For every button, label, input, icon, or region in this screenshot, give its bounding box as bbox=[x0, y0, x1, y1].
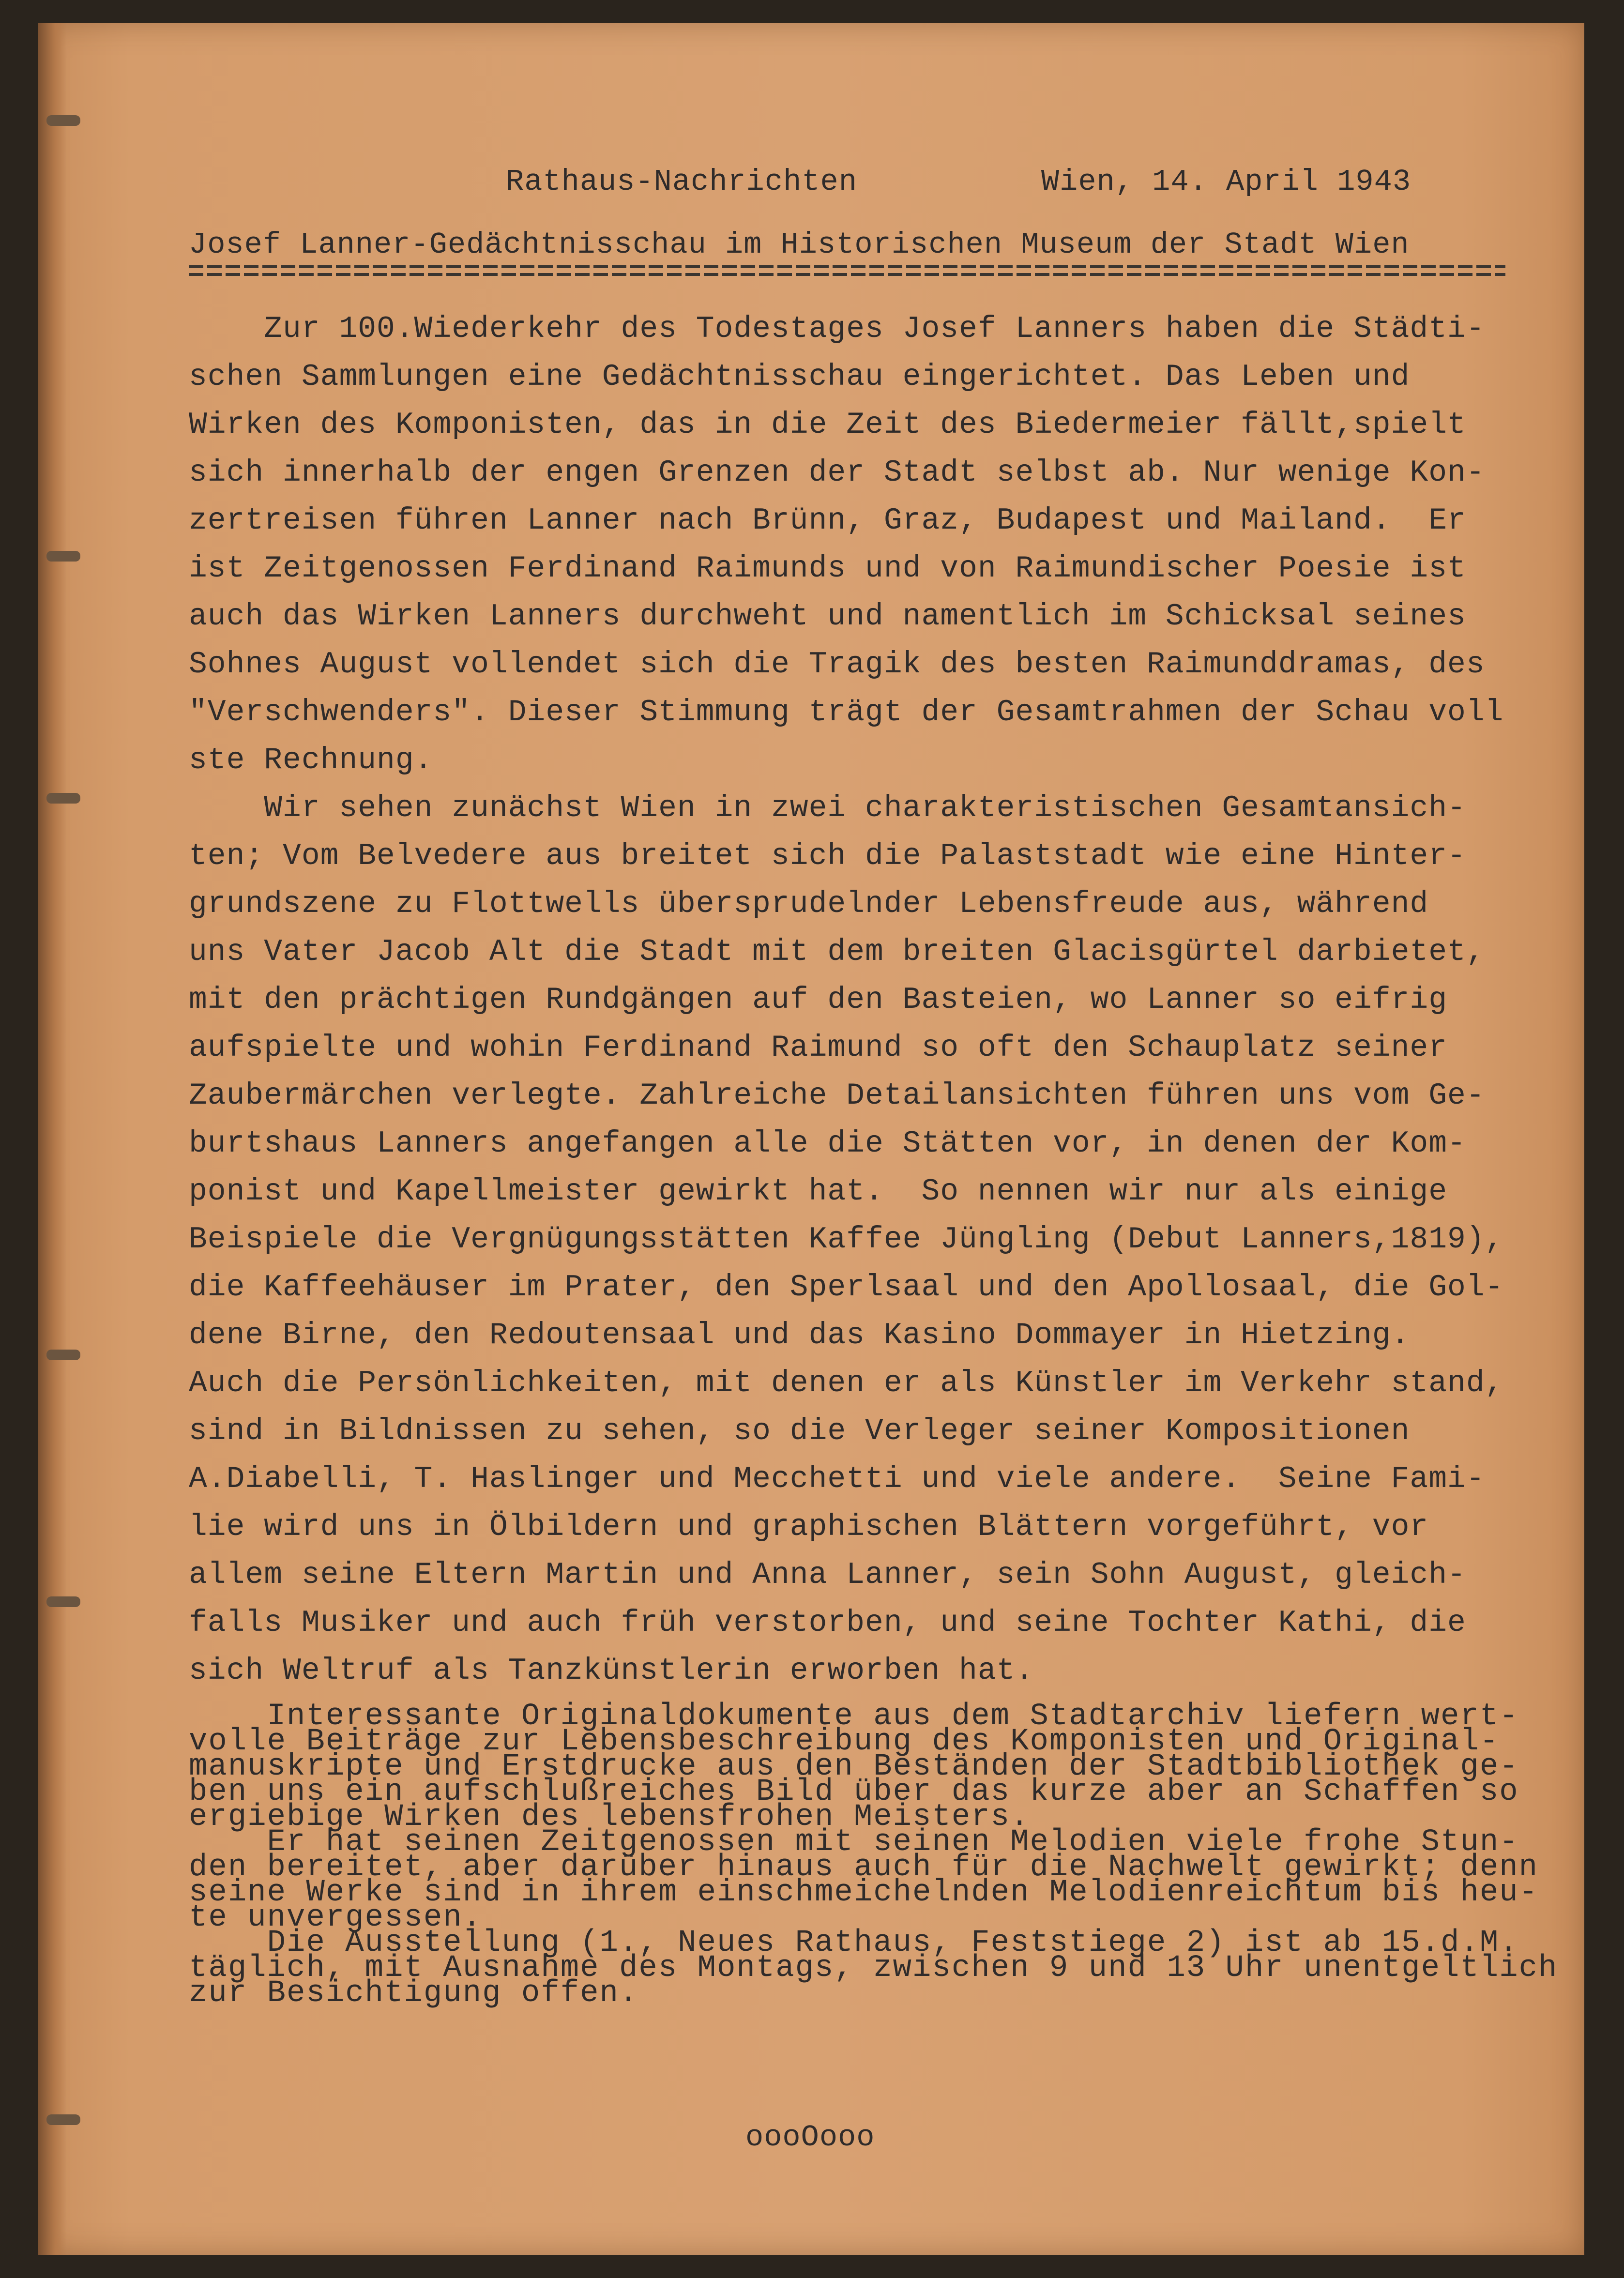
text-line: Wirken des Komponisten, das in die Zeit des Biedermeier fällt,spielt bbox=[189, 408, 1466, 442]
double-underline-rule bbox=[189, 265, 1505, 285]
text-line: Auch die Persönlichkeiten, mit denen er als Künstler im Verkehr stand, bbox=[189, 1366, 1504, 1400]
text-line: allem seine Eltern Martin und Anna Lanner, sein Sohn August, gleich- bbox=[189, 1558, 1466, 1592]
text-line: A.Diabelli, T. Haslinger und Mecchetti und viele andere. Seine Fami- bbox=[189, 1462, 1485, 1496]
text-line: ist Zeitgenossen Ferdinand Raimunds und von Raimundischer Poesie ist bbox=[189, 551, 1466, 586]
text-line: täglich, mit Ausnahme des Montags, zwischen 9 und 13 Uhr unentgeltlich bbox=[189, 1951, 1558, 1986]
text-line: Wir sehen zunächst Wien in zwei charakteristischen Gesamtansich- bbox=[189, 791, 1466, 825]
text-line: zertreisen führen Lanner nach Brünn, Graz, Budapest und Mailand. Er bbox=[189, 503, 1466, 538]
text-line: ponist und Kapellmeister gewirkt hat. So nennen wir nur als einige bbox=[189, 1174, 1448, 1209]
text-line: Sohnes August vollendet sich die Tragik des besten Raimunddramas, des bbox=[189, 647, 1485, 682]
text-line: auch das Wirken Lanners durchweht und namentlich im Schicksal seines bbox=[189, 599, 1466, 634]
binding-staple bbox=[46, 2114, 80, 2125]
text-line: den bereitet, aber darüber hinaus auch für die Nachwelt gewirkt; denn bbox=[189, 1850, 1539, 1885]
document-title: Josef Lanner-Gedächtnisschau im Historischen Museum der Stadt Wien bbox=[189, 228, 1410, 262]
dateline: Wien, 14. April 1943 bbox=[1041, 165, 1412, 199]
text-line: volle Beiträge zur Lebensbeschreibung des Komponisten und Original- bbox=[189, 1724, 1500, 1759]
text-line: Zaubermärchen verlegte. Zahlreiche Detailansichten führen uns vom Ge- bbox=[189, 1078, 1485, 1113]
text-line: mit den prächtigen Rundgängen auf den Basteien, wo Lanner so eifrig bbox=[189, 983, 1448, 1017]
text-line: seine Werke sind in ihrem einschmeichelnden Melodienreichtum bis heu- bbox=[189, 1875, 1539, 1910]
binding-staple bbox=[46, 551, 80, 562]
body-text-narrow bbox=[189, 1699, 1563, 2011]
text-line: sich Weltruf als Tanzkünstlerin erworben hat. bbox=[189, 1654, 1034, 1688]
text-line: aufspielte und wohin Ferdinand Raimund so oft den Schauplatz seiner bbox=[189, 1031, 1448, 1065]
binding-staple bbox=[46, 793, 80, 804]
text-line: sind in Bildnissen zu sehen, so die Verleger seiner Kompositionen bbox=[189, 1414, 1410, 1448]
text-line: ste Rechnung. bbox=[189, 743, 433, 777]
text-line: Interessante Originaldokumente aus dem Stadtarchiv liefern wert- bbox=[189, 1699, 1519, 1734]
text-line: uns Vater Jacob Alt die Stadt mit dem breiten Glacisgürtel darbietet, bbox=[189, 935, 1485, 969]
text-line: ten; Vom Belvedere aus breitet sich die Palaststadt wie eine Hinter- bbox=[189, 839, 1466, 873]
text-line: zur Besichtigung offen. bbox=[189, 1976, 639, 2011]
binding-spine bbox=[38, 23, 67, 2255]
text-line: "Verschwenders". Dieser Stimmung trägt der Gesamtrahmen der Schau voll bbox=[189, 695, 1504, 729]
binding-staple bbox=[46, 1350, 80, 1360]
text-line: lie wird uns in Ölbildern und graphischen Blättern vorgeführt, vor bbox=[189, 1510, 1429, 1544]
text-line: te unvergessen. bbox=[189, 1900, 483, 1935]
text-line: ergiebige Wirken des lebensfrohen Meisters. bbox=[189, 1800, 1030, 1835]
text-line: falls Musiker und auch früh verstorben, und seine Tochter Kathi, die bbox=[189, 1606, 1466, 1640]
text-line: burtshaus Lanners angefangen alle die Stätten vor, in denen der Kom- bbox=[189, 1126, 1466, 1161]
header-line bbox=[506, 165, 1624, 199]
text-line: Die Ausstellung (1., Neues Rathaus, Feststiege 2) ist ab 15.d.M. bbox=[189, 1926, 1519, 1960]
text-line: die Kaffeehäuser im Prater, den Sperlsaal und den Apollosaal, die Gol- bbox=[189, 1270, 1504, 1305]
text-line: Beispiele die Vergnügungsstätten Kaffee Jüngling (Debut Lanners,1819), bbox=[189, 1222, 1504, 1257]
ending-mark: oooOooo bbox=[745, 2120, 875, 2155]
text-line: manuskripte und Erstdrucke aus den Beständen der Stadtbibliothek ge- bbox=[189, 1749, 1519, 1784]
body-text-wide bbox=[189, 305, 1563, 1695]
text-line: sich innerhalb der engen Grenzen der Stadt selbst ab. Nur wenige Kon- bbox=[189, 456, 1485, 490]
publication-name: Rathaus-Nachrichten bbox=[506, 165, 857, 199]
text-line: schen Sammlungen eine Gedächtnisschau eingerichtet. Das Leben und bbox=[189, 360, 1410, 394]
text-line: Er hat seinen Zeitgenossen mit seinen Melodien viele frohe Stun- bbox=[189, 1825, 1519, 1860]
text-line: dene Birne, den Redoutensaal und das Kasino Dommayer in Hietzing. bbox=[189, 1318, 1410, 1352]
text-line: grundszene zu Flottwells übersprudelnder Lebensfreude aus, während bbox=[189, 887, 1429, 921]
binding-staple bbox=[46, 1596, 80, 1607]
text-line: Zur 100.Wiederkehr des Todestages Josef Lanners haben die Städti- bbox=[189, 312, 1485, 346]
text-line: ben uns ein aufschlußreiches Bild über das kurze aber an Schaffen so bbox=[189, 1775, 1519, 1809]
binding-staple bbox=[46, 115, 80, 126]
